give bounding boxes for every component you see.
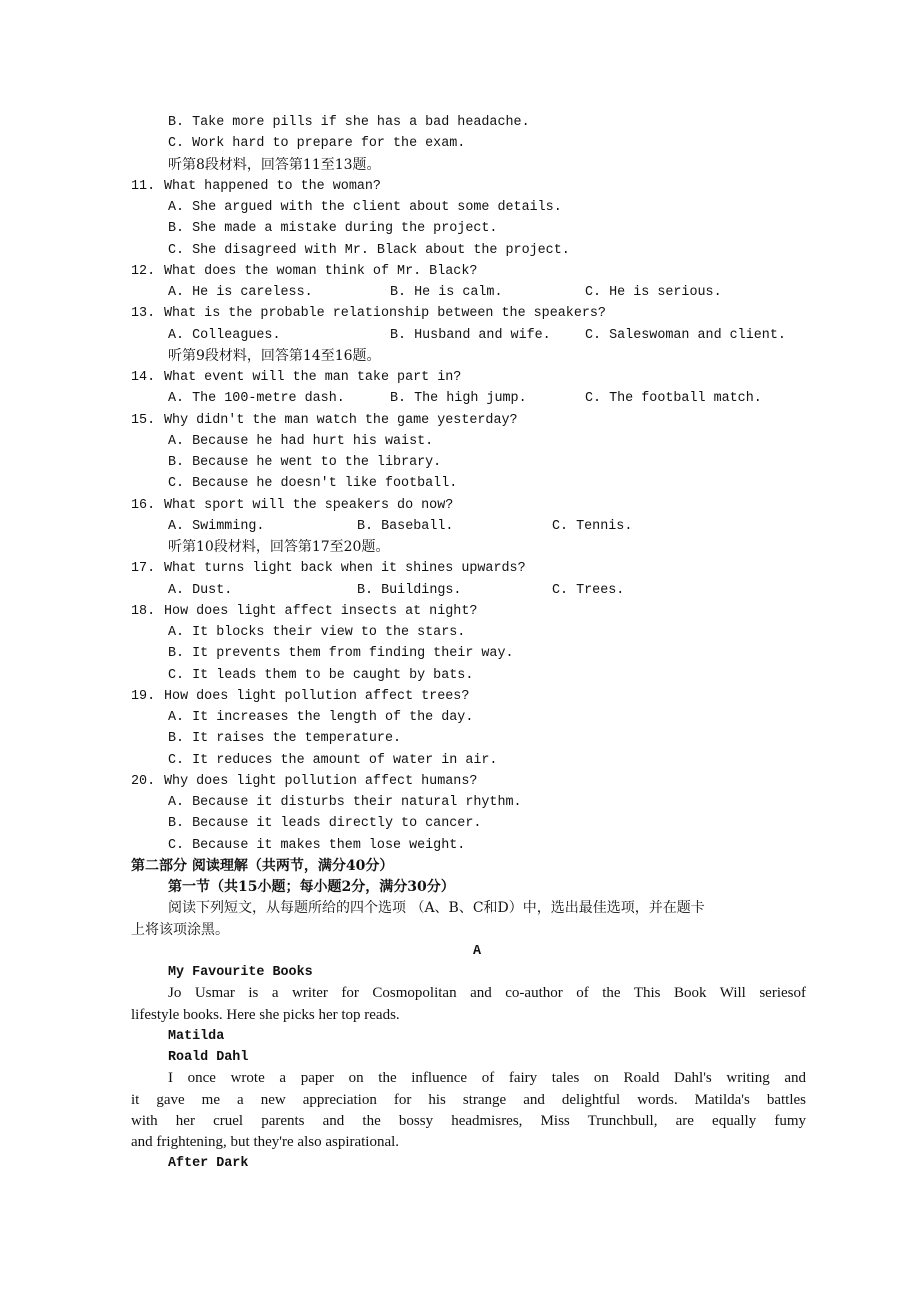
- option-text: C. It leads them to be caught by bats.: [168, 667, 474, 683]
- option-text: B. Because he went to the library.: [168, 455, 442, 470]
- section-heading: [0, 856, 920, 877]
- option-text: A. Because he had hurt his waist.: [168, 433, 434, 449]
- paragraph-line: [0, 1132, 920, 1153]
- question-row: [0, 261, 920, 282]
- answer-option: [0, 622, 920, 643]
- option-text: B. It prevents them from finding their way.: [168, 646, 514, 662]
- directions-text: 上将该项涂黑。: [131, 921, 229, 938]
- answer-option: [0, 473, 920, 494]
- answer-option: [0, 750, 920, 771]
- option-text: C. Because he doesn't like football.: [168, 476, 458, 492]
- option-b: B. Husband and wife.: [390, 327, 551, 343]
- directions: [0, 898, 920, 919]
- answer-option: [0, 813, 920, 834]
- instruction-text: 听第9段材料，回答第14至16题。: [168, 347, 381, 364]
- option-c: C. Trees.: [552, 582, 625, 598]
- question-row: [0, 410, 920, 431]
- question-row: [0, 558, 920, 579]
- option-text: B. Take more pills if she has a bad headache.: [168, 115, 530, 130]
- listening-instruction: [0, 537, 920, 558]
- option-a: A. Dust.: [168, 582, 233, 598]
- question-text: How does light pollution affect trees?: [164, 688, 470, 704]
- question-row: [0, 771, 920, 792]
- subsection-heading-text: 第一节（共15小题；每小题2分，满分30分）: [168, 879, 455, 895]
- question-number: 19.: [131, 688, 156, 704]
- question-text: Why didn't the man watch the game yesterday?: [164, 412, 518, 428]
- answer-options-row: [0, 388, 920, 409]
- question-number: 20.: [131, 773, 156, 789]
- paragraph-text: I once wrote a paper on the influence of fairy tales on Roald Dahl's writing and: [168, 1070, 806, 1087]
- question-number: 14.: [131, 370, 156, 385]
- title-text: Matilda: [168, 1028, 225, 1044]
- option-text: C. She disagreed with Mr. Black about the project.: [168, 242, 570, 258]
- option-b: B. The high jump.: [390, 391, 527, 407]
- option-text: B. Because it leads directly to cancer.: [168, 816, 482, 832]
- answer-options-row: [0, 580, 920, 601]
- question-number: 16.: [131, 497, 156, 513]
- answer-option: [0, 792, 920, 813]
- passage-title: [0, 962, 920, 983]
- listening-instruction: [0, 346, 920, 367]
- paragraph-line: [0, 1111, 920, 1132]
- answer-option: [0, 643, 920, 664]
- passage-label: [0, 941, 920, 962]
- question-row: [0, 303, 920, 324]
- paragraph-line: [0, 1005, 920, 1026]
- answer-options-row: [0, 516, 920, 537]
- question-text: What event will the man take part in?: [164, 370, 462, 385]
- question-text: What sport will the speakers do now?: [164, 497, 454, 513]
- question-text: What does the woman think of Mr. Black?: [164, 263, 478, 279]
- option-text: B. It raises the temperature.: [168, 731, 402, 747]
- option-text: A. She argued with the client about some details.: [168, 200, 562, 215]
- option-c: C. Saleswoman and client.: [585, 327, 786, 343]
- subsection-heading: [0, 877, 920, 898]
- option-c: C. He is serious.: [585, 285, 722, 300]
- directions: [0, 920, 920, 941]
- question-row: [0, 495, 920, 516]
- option-text: A. Because it disturbs their natural rhythm.: [168, 795, 522, 810]
- answer-option: [0, 452, 920, 473]
- option-text: B. She made a mistake during the project.: [168, 221, 498, 237]
- instruction-text: 听第8段材料，回答第11至13题。: [168, 156, 381, 173]
- option-b: B. Baseball.: [357, 518, 454, 534]
- question-row: [0, 601, 920, 622]
- option-a: A. Colleagues.: [168, 327, 281, 343]
- answer-option: [0, 197, 920, 218]
- answer-option: [0, 707, 920, 728]
- paragraph-line: [0, 1068, 920, 1089]
- paragraph-text: lifestyle books. Here she picks her top reads.: [131, 1006, 400, 1023]
- passage-label-text: A: [473, 943, 482, 959]
- question-text: Why does light pollution affect humans?: [164, 773, 478, 789]
- question-number: 15.: [131, 412, 156, 428]
- answer-option: [0, 431, 920, 452]
- directions-text: 阅读下列短文，从每题所给的四个选项 （A、B、C和D）中，选出最佳选项，并在题卡: [168, 900, 705, 917]
- answer-option: [0, 240, 920, 261]
- passage-title: [0, 1047, 920, 1068]
- exam-page: [0, 112, 920, 1175]
- option-a: A. Swimming.: [168, 518, 265, 534]
- section-heading-text: 第二部分 阅读理解（共两节，满分40分）: [131, 857, 394, 874]
- title-text: My Favourite Books: [168, 965, 313, 980]
- option-c: C. Tennis.: [552, 518, 633, 534]
- option-text: A. It blocks their view to the stars.: [168, 625, 466, 640]
- option-b: B. Buildings.: [357, 582, 462, 598]
- answer-option: [0, 835, 920, 856]
- option-b: B. He is calm.: [390, 285, 503, 300]
- paragraph-line: [0, 1090, 920, 1111]
- option-a: A. The 100-metre dash.: [168, 391, 345, 407]
- question-row: [0, 176, 920, 197]
- title-text: Roald Dahl: [168, 1050, 249, 1065]
- paragraph-text: it gave me a new appreciation for his strange and delightful words. Matilda's battles: [131, 1091, 806, 1108]
- answer-option: [0, 728, 920, 749]
- question-text: What turns light back when it shines upwards?: [164, 561, 526, 577]
- question-number: 12.: [131, 263, 156, 279]
- instruction-text: 听第10段材料，回答第17至20题。: [168, 539, 390, 555]
- question-row: [0, 367, 920, 388]
- question-number: 11.: [131, 178, 156, 194]
- answer-options-row: [0, 325, 920, 346]
- answer-options-row: [0, 282, 920, 303]
- passage-title: [0, 1026, 920, 1047]
- question-text: How does light affect insects at night?: [164, 603, 478, 619]
- answer-option: [0, 112, 920, 133]
- option-text: C. Because it makes them lose weight.: [168, 837, 466, 853]
- answer-option: [0, 133, 920, 154]
- question-number: 17.: [131, 561, 156, 577]
- passage-title: [0, 1153, 920, 1174]
- question-number: 13.: [131, 306, 156, 322]
- paragraph-text: Jo Usmar is a writer for Cosmopolitan and co-author of the This Book Will seriesof: [168, 985, 806, 1002]
- option-a: A. He is careless.: [168, 285, 313, 300]
- question-text: What happened to the woman?: [164, 178, 381, 194]
- title-text: After Dark: [168, 1156, 249, 1172]
- listening-instruction: [0, 155, 920, 176]
- option-text: A. It increases the length of the day.: [168, 710, 474, 725]
- question-number: 18.: [131, 603, 156, 619]
- option-text: C. Work hard to prepare for the exam.: [168, 136, 466, 152]
- question-text: What is the probable relationship between the speakers?: [164, 306, 606, 322]
- paragraph-text: with her cruel parents and the bossy headmisres, Miss Trunchbull, are equally fumy: [131, 1112, 806, 1129]
- answer-option: [0, 218, 920, 239]
- paragraph-line: [0, 983, 920, 1004]
- answer-option: [0, 665, 920, 686]
- question-row: [0, 686, 920, 707]
- option-c: C. The football match.: [585, 391, 762, 407]
- option-text: C. It reduces the amount of water in air.: [168, 752, 498, 768]
- paragraph-text: and frightening, but they're also aspirational.: [131, 1134, 400, 1150]
